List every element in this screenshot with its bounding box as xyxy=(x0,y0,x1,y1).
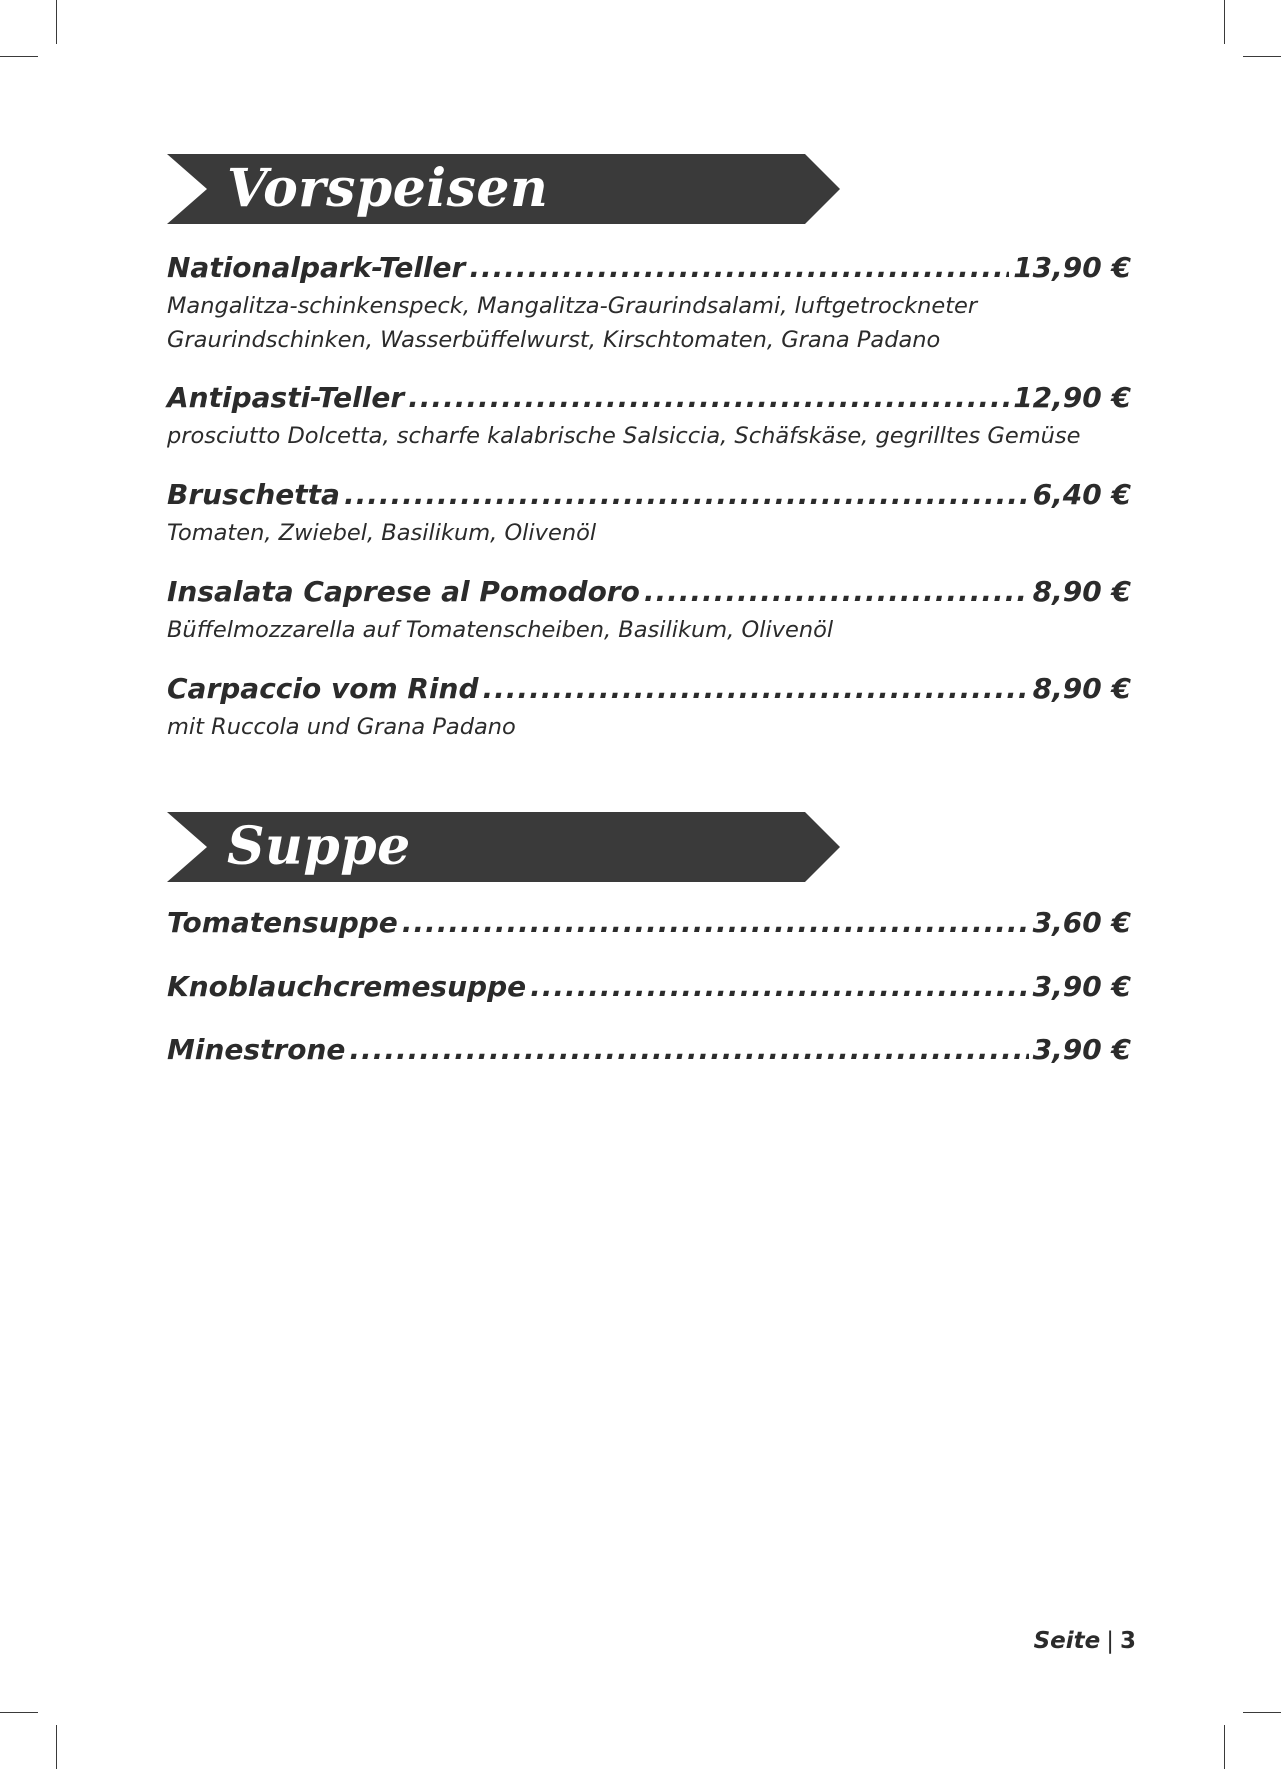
leader-dots xyxy=(402,905,1029,941)
menu-item-name: Insalata Caprese al Pomodoro xyxy=(167,575,640,608)
menu-item-description: Mangalitza-schinkenspeck, Mangalitza-Graurindsalami, luftgetrockneter Graurindschinken, Wasserbüffelwurst, Kirschtomaten, Grana Padano xyxy=(167,293,978,353)
section-title: Vorspeisen xyxy=(227,158,549,219)
crop-mark-bottom-right-horizontal xyxy=(1243,1712,1281,1713)
crop-mark-top-right-vertical xyxy=(1224,0,1225,44)
menu-item-line xyxy=(167,969,1131,1005)
leader-dots xyxy=(408,380,1009,416)
menu-item xyxy=(167,574,1131,647)
section-banner-suppe xyxy=(167,812,840,882)
section-title: Suppe xyxy=(227,816,411,877)
page-number xyxy=(1034,1628,1136,1654)
leader-dots xyxy=(469,250,1009,286)
leader-dots xyxy=(349,1032,1028,1068)
menu-item-name: Antipasti-Teller xyxy=(167,381,405,414)
menu-item-line xyxy=(167,380,1131,416)
section-banner-vorspeisen xyxy=(167,154,840,224)
menu-item-price: 12,90 € xyxy=(1013,381,1131,414)
menu-item xyxy=(167,477,1131,550)
crop-mark-top-left-horizontal xyxy=(0,56,38,57)
menu-item xyxy=(167,969,1131,1005)
crop-mark-top-right-horizontal xyxy=(1243,56,1281,57)
page-number-value: 3 xyxy=(1119,1628,1136,1654)
menu-item-price: 6,40 € xyxy=(1032,478,1131,511)
menu-item xyxy=(167,905,1131,941)
menu-item xyxy=(167,1032,1131,1068)
leader-dots xyxy=(344,477,1029,513)
crop-mark-top-left-vertical xyxy=(56,0,57,44)
menu-item xyxy=(167,671,1131,744)
menu-item-line xyxy=(167,1032,1131,1068)
menu-item xyxy=(167,380,1131,453)
menu-item-description: prosciutto Dolcetta, scharfe kalabrische Salsiccia, Schäfskäse, gegrilltes Gemüse xyxy=(167,423,1081,449)
menu-item-name: Nationalpark-Teller xyxy=(167,251,466,284)
leader-dots xyxy=(530,969,1029,1005)
menu-item-line xyxy=(167,905,1131,941)
menu-item-line xyxy=(167,574,1131,610)
crop-mark-bottom-left-vertical xyxy=(56,1725,57,1769)
menu-item-price: 13,90 € xyxy=(1013,251,1131,284)
menu-item-name: Tomatensuppe xyxy=(167,906,398,939)
menu-item-price: 3,60 € xyxy=(1032,906,1131,939)
leader-dots xyxy=(644,574,1029,610)
menu-item-name: Bruschetta xyxy=(167,478,340,511)
menu-item-price: 8,90 € xyxy=(1032,672,1131,705)
menu-item-description: Büffelmozzarella auf Tomatenscheiben, Basilikum, Olivenöl xyxy=(167,617,834,643)
menu-item-description: Tomaten, Zwiebel, Basilikum, Olivenöl xyxy=(167,520,597,546)
menu-item-name: Carpaccio vom Rind xyxy=(167,672,479,705)
page-label: Seite xyxy=(1033,1628,1101,1654)
menu-item-price: 3,90 € xyxy=(1032,970,1131,1003)
menu-item-line xyxy=(167,477,1131,513)
crop-mark-bottom-right-vertical xyxy=(1224,1725,1225,1769)
menu-item-line xyxy=(167,250,1131,286)
menu-item-price: 3,90 € xyxy=(1032,1033,1131,1066)
page-separator: | xyxy=(1106,1628,1114,1654)
menu-item xyxy=(167,250,1131,357)
crop-mark-bottom-left-horizontal xyxy=(0,1712,38,1713)
leader-dots xyxy=(483,671,1029,707)
menu-item-name: Knoblauchcremesuppe xyxy=(167,970,527,1003)
menu-item-name: Minestrone xyxy=(167,1033,346,1066)
menu-item-line xyxy=(167,671,1131,707)
menu-item-price: 8,90 € xyxy=(1032,575,1131,608)
menu-item-description: mit Ruccola und Grana Padano xyxy=(167,714,516,740)
